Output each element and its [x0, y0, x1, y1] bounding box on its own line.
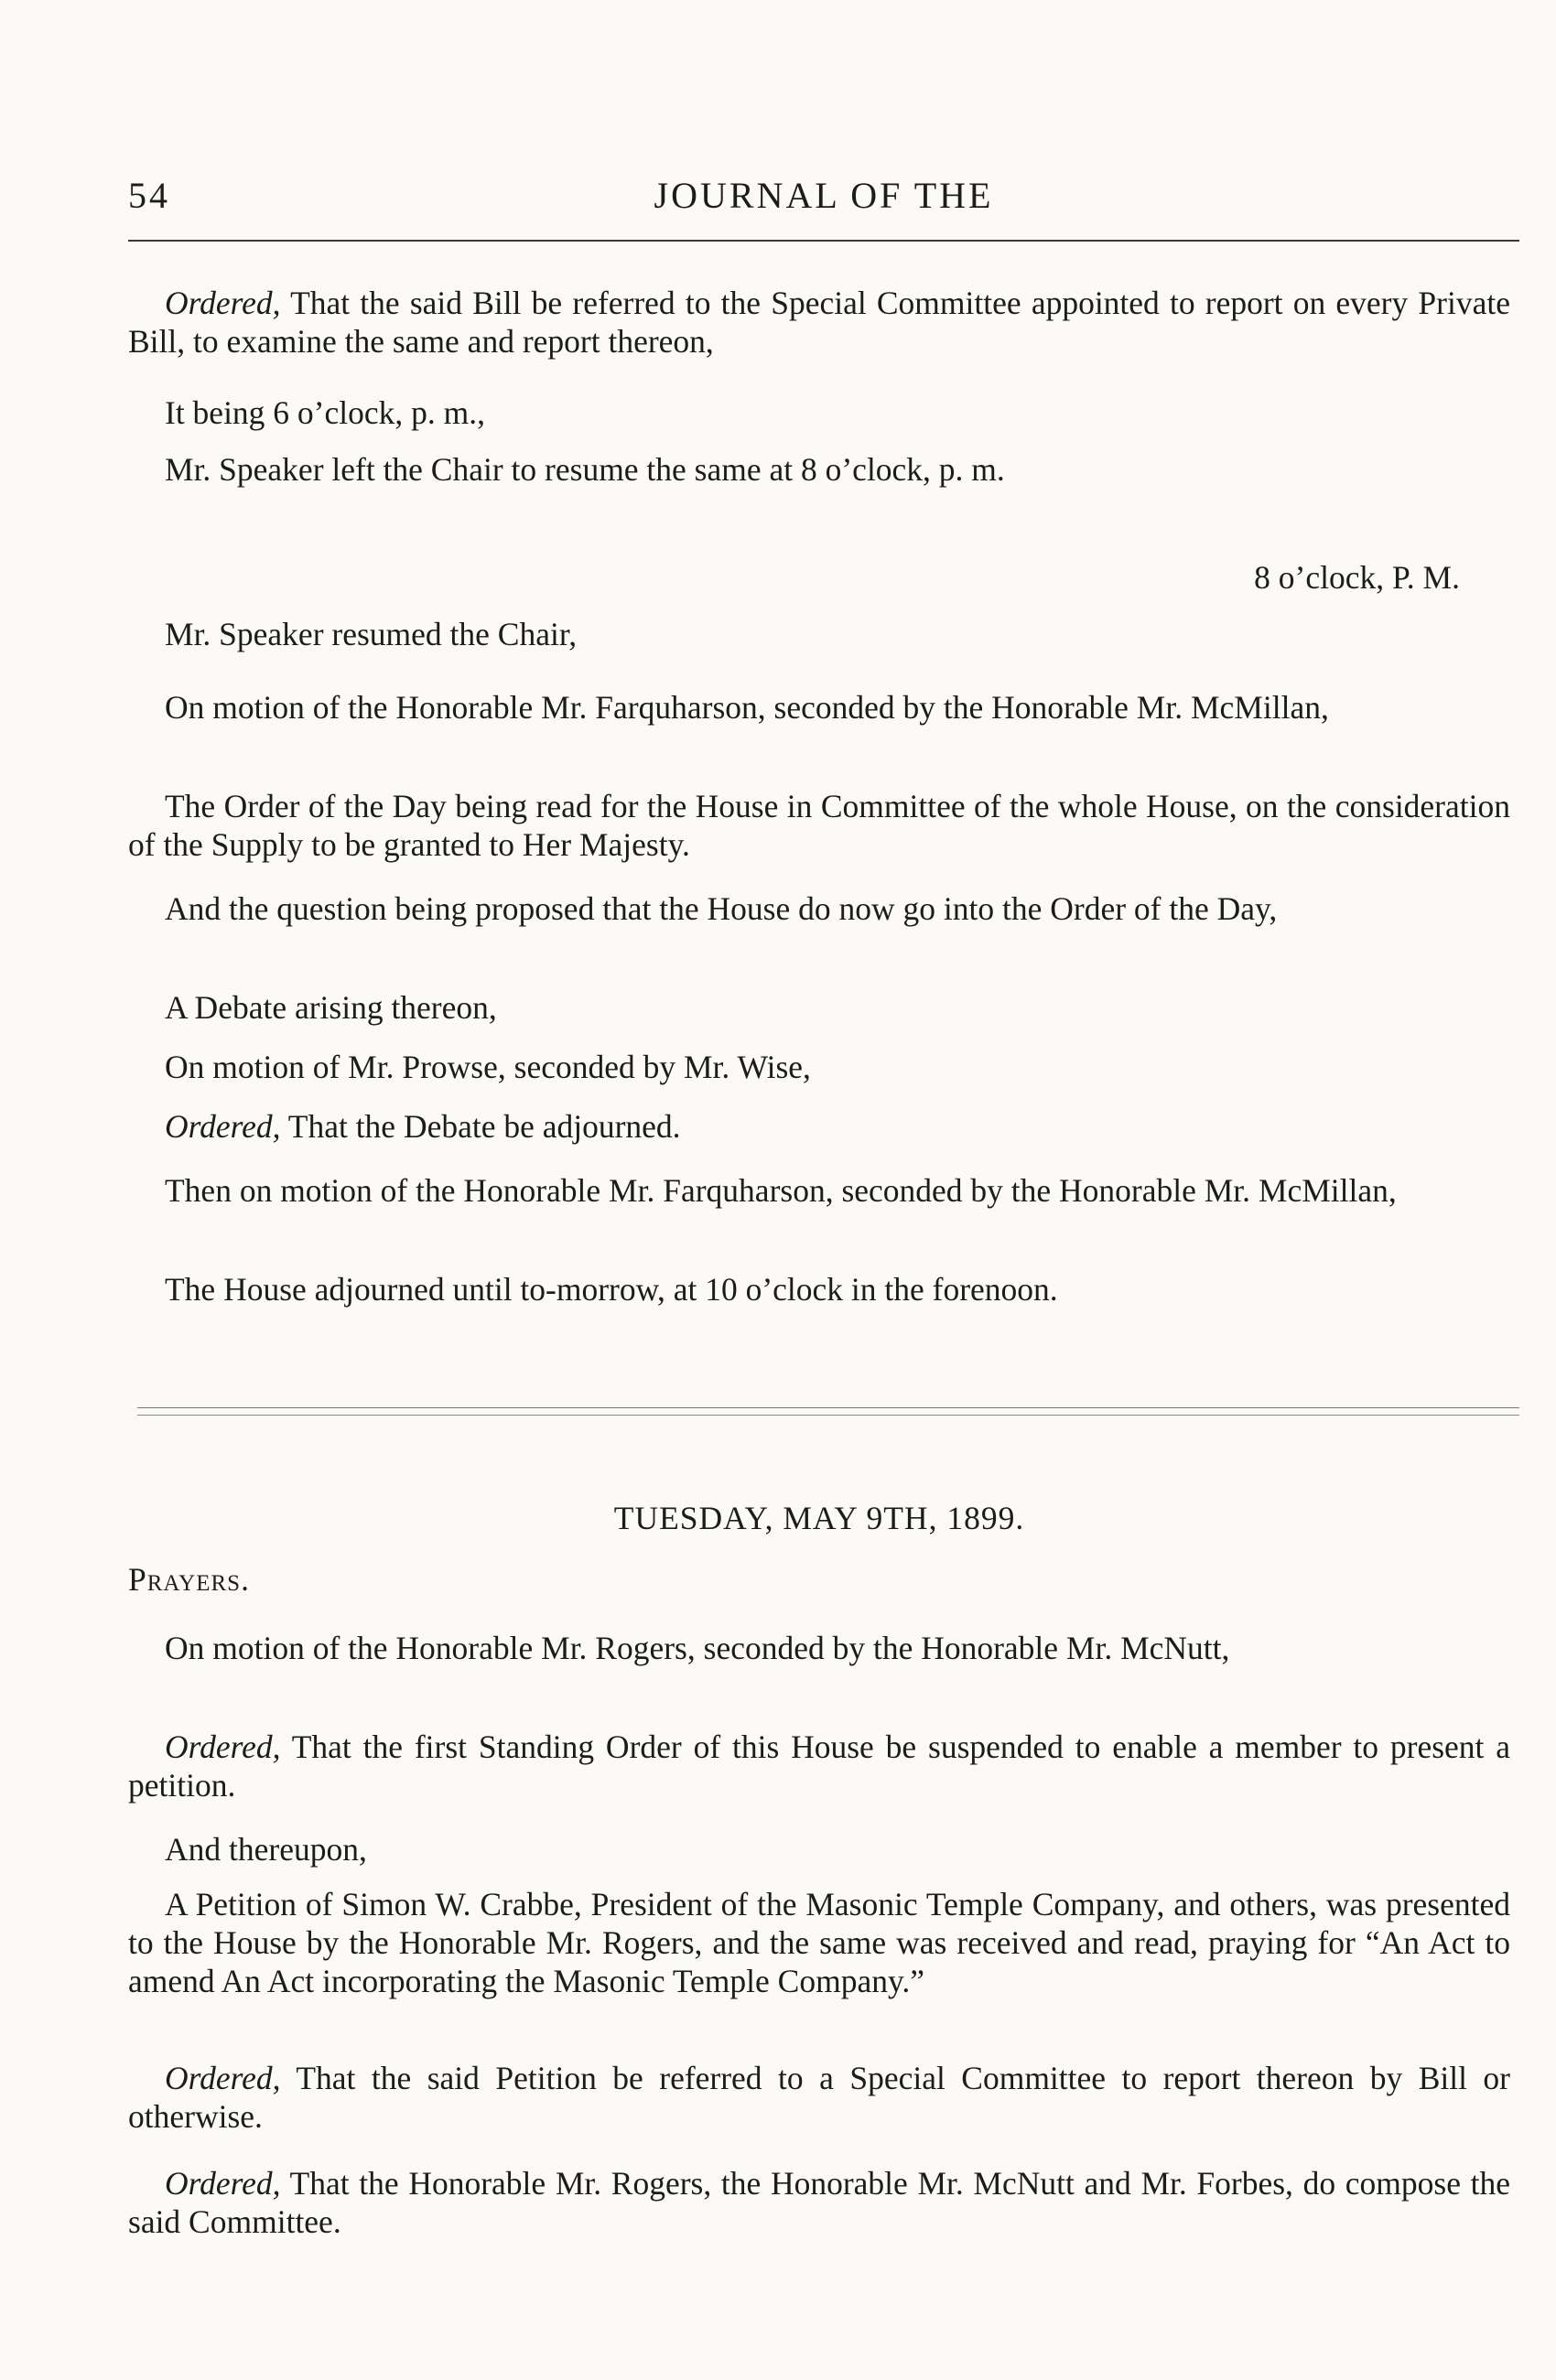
paragraph-order-of-day: The Order of the Day being read for the House in Committee of the whole House, on the consideration of the Supply to be granted to Her Majesty.	[128, 788, 1510, 863]
header-rule	[128, 240, 1519, 242]
journal-title: JOURNAL OF THE	[654, 175, 994, 216]
paragraph-committee-members: Ordered, That the Honorable Mr. Rogers, the Honorable Mr. McNutt and Mr. Forbes, do compose the said Committee.	[128, 2165, 1510, 2240]
paragraph-house-adjourned: The House adjourned until to-morrow, at 10 o’clock in the forenoon.	[165, 1271, 1058, 1308]
paragraph-motion-rogers: On motion of the Honorable Mr. Rogers, seconded by the Honorable Mr. McNutt,	[165, 1630, 1230, 1666]
date-heading: TUESDAY, MAY 9TH, 1899.	[613, 1500, 1025, 1536]
paragraph-question-proposed: And the question being proposed that the House do now go into the Order of the Day,	[165, 890, 1278, 927]
paragraph-speaker-left: Mr. Speaker left the Chair to resume the same at 8 o’clock, p. m.	[165, 451, 1005, 488]
time-heading: 8 o’clock, P. M.	[1254, 559, 1460, 596]
running-head	[128, 165, 1519, 220]
paragraph-debate-adjourned: Ordered, That the Debate be adjourned.	[165, 1108, 681, 1145]
paragraph-debate-arising: A Debate arising thereon,	[165, 989, 497, 1026]
paragraph-six-oclock: It being 6 o’clock, p. m.,	[165, 394, 485, 431]
page-number: 54	[128, 175, 170, 216]
paragraph-ordered-referral: Ordered, That the said Bill be referred to the Special Committee appointed to report on every Private Bill, to examine the same and report thereon,	[128, 285, 1510, 360]
paragraph-motion-prowse: On motion of Mr. Prowse, seconded by Mr. Wise,	[165, 1049, 811, 1085]
paragraph-standing-order: Ordered, That the first Standing Order of this House be suspended to enable a member to present a petition.	[128, 1728, 1510, 1804]
paragraph-petition-crabbe: A Petition of Simon W. Crabbe, President of the Masonic Temple Company, and others, was presented to the House by the Honorable Mr. Rogers, and the same was received and read, praying for “An Act to amend An Act incorporating the Masonic Temple Company.”	[128, 1886, 1510, 1999]
paragraph-thereupon: And thereupon,	[165, 1831, 367, 1868]
paragraph-then-motion: Then on motion of the Honorable Mr. Farquharson, seconded by the Honorable Mr. McMillan,	[165, 1172, 1397, 1209]
paragraph-motion-farquharson: On motion of the Honorable Mr. Farquharson, seconded by the Honorable Mr. McMillan,	[165, 689, 1329, 726]
paragraph-speaker-resumed: Mr. Speaker resumed the Chair,	[165, 616, 578, 652]
paragraph-petition-referred: Ordered, That the said Petition be referred to a Special Committee to report thereon by Bill or otherwise.	[128, 2060, 1510, 2135]
prayers-label: Prayers.	[128, 1561, 250, 1598]
section-separator-rule-second	[137, 1415, 1519, 1416]
section-separator-rule	[137, 1407, 1519, 1408]
